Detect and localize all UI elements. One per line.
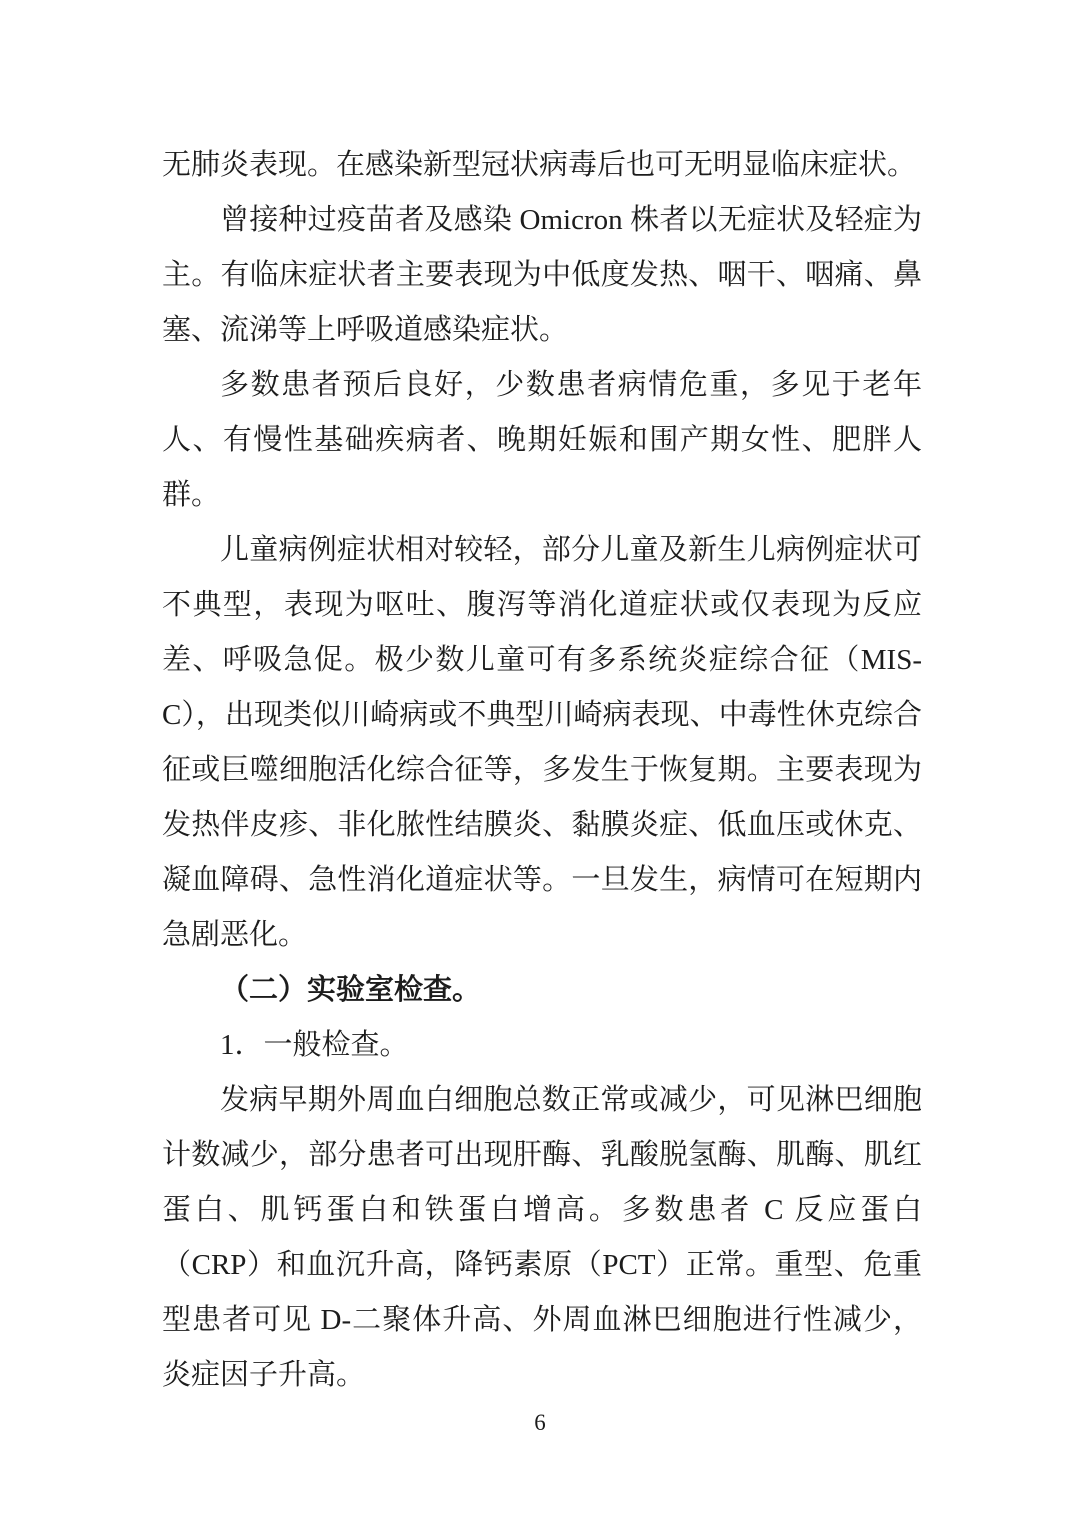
section-heading-lab-tests: （二）实验室检查。	[220, 974, 482, 1006]
paragraph-general-test-findings: 发病早期外周血白细胞总数正常或减少，可见淋巴细胞计数减少，部分患者可出现肝酶、乳酸脱氢酶、肌酶、肌红蛋白、肌钙蛋白和铁蛋白增高。多数患者 C 反应蛋白（CRP）和血沉升高，降钙素原（PCT）正常。重型、危重型患者可见 D-二聚体升高、外周血淋巴细胞进行性减少，炎症因子升高。	[162, 1084, 922, 1391]
document-body	[162, 138, 922, 1403]
page-number: 6	[534, 1410, 546, 1435]
paragraph-vaccinated-omicron: 曾接种过疫苗者及感染 Omicron 株者以无症状及轻症为主。有临床症状者主要表现为中低度发热、咽干、咽痛、鼻塞、流涕等上呼吸道感染症状。	[162, 204, 922, 346]
paragraph-prognosis: 多数患者预后良好，少数患者病情危重，多见于老年人、有慢性基础疾病者、晚期妊娠和围产期女性、肥胖人群。	[162, 369, 922, 511]
paragraph-continuation: 无肺炎表现。在感染新型冠状病毒后也可无明显临床症状。	[162, 149, 917, 181]
paragraph-children-cases: 儿童病例症状相对较轻，部分儿童及新生儿病例症状可不典型，表现为呕吐、腹泻等消化道症状或仅表现为反应差、呼吸急促。极少数儿童可有多系统炎症综合征（MIS-C），出现类似川崎病或不典型川崎病表现、中毒性休克综合征或巨噬细胞活化综合征等，多发生于恢复期。主要表现为发热伴皮疹、非化脓性结膜炎、黏膜炎症、低血压或休克、凝血障碍、急性消化道症状等。一旦发生，病情可在短期内急剧恶化。	[162, 534, 922, 951]
subsection-heading-general-tests: 1．一般检查。	[220, 1029, 409, 1061]
